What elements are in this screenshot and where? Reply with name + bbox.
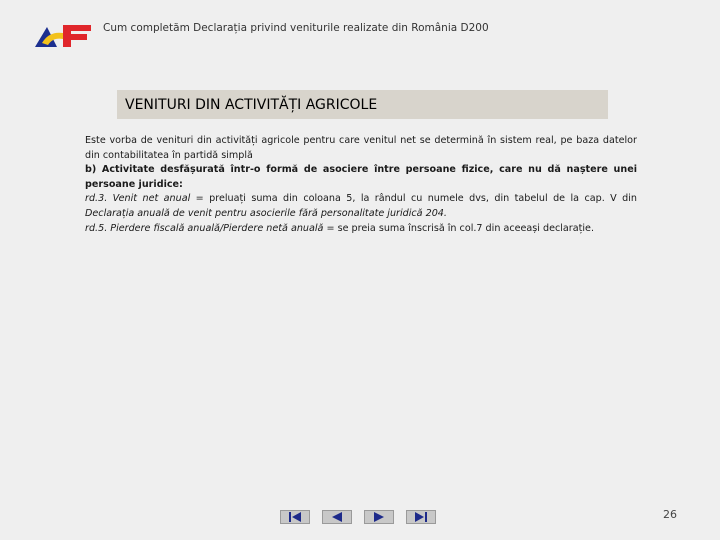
last-page-icon	[413, 512, 429, 522]
next-page-icon	[371, 512, 387, 522]
previous-page-button[interactable]	[322, 510, 352, 524]
previous-page-icon	[329, 512, 345, 522]
subheading: b) Activitate desfășurată într-o formă de asociere între persoane fizice, care nu dă naștere unei persoane juridice:	[85, 164, 637, 190]
next-page-button[interactable]	[364, 510, 394, 524]
rd5-text: = se preia suma înscrisă în col.7 din aceeași declarație.	[323, 222, 595, 234]
first-page-icon	[287, 512, 303, 522]
presentation-title: Cum completăm Declarația privind veniturile realizate din România D200	[103, 22, 489, 34]
first-page-button[interactable]	[280, 510, 310, 524]
af-logo	[33, 21, 93, 49]
rd3-form-name: Declarația anuală de venit pentru asocierile fără personalitate juridică 204.	[85, 207, 447, 219]
page-number: 26	[663, 508, 677, 521]
section-title: VENITURI DIN ACTIVITĂȚI AGRICOLE	[125, 96, 378, 113]
intro-paragraph: Este vorba de venituri din activități agricole pentru care venitul net se determină în sistem real, pe baza datelor din contabilitatea în partidă simplă	[85, 135, 637, 161]
rd3-paragraph	[85, 192, 637, 221]
body-text	[85, 134, 637, 236]
rd3-text: = preluați suma din coloana 5, la rândul cu numele dvs, din tabelul de la cap. V din	[190, 193, 638, 205]
slide-navigation	[280, 510, 436, 524]
section-header	[117, 90, 608, 119]
rd5-label: rd.5. Pierdere fiscală anuală/Pierdere netă anuală	[85, 222, 324, 234]
rd3-label: rd.3. Venit net anual	[85, 193, 191, 205]
last-page-button[interactable]	[406, 510, 436, 524]
rd5-paragraph	[85, 222, 637, 237]
